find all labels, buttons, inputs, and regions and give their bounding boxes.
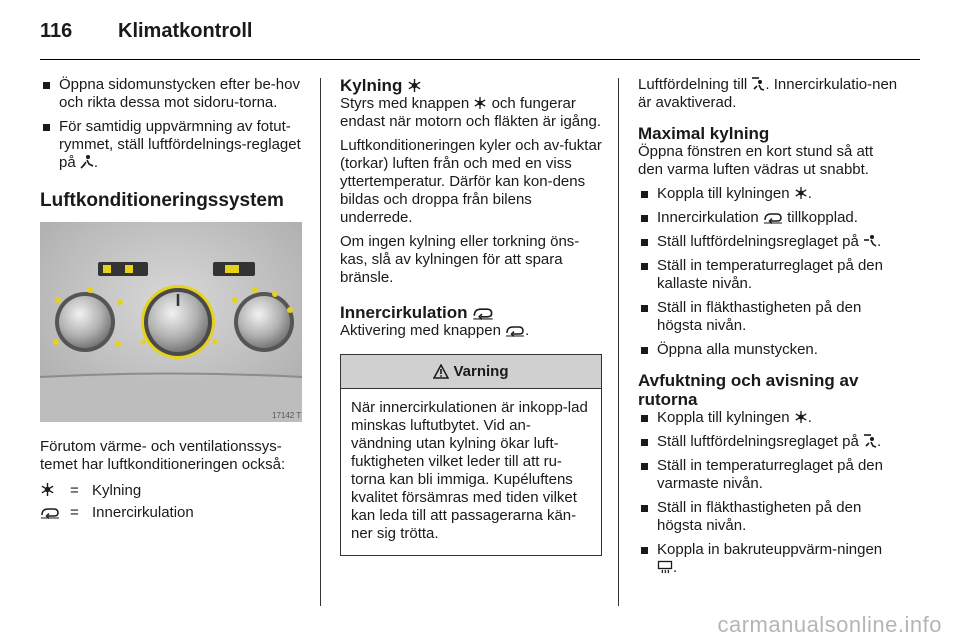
page-number: 116	[40, 20, 73, 42]
windscreen-airflow-icon	[751, 76, 765, 91]
column-right	[638, 76, 900, 583]
column-divider	[618, 78, 619, 606]
list-item: Ställ in temperaturreglaget på den varmaste nivån.	[638, 457, 900, 493]
list-item: Ställ in fläkthastigheten på den högsta nivån.	[638, 299, 900, 335]
paragraph: Luftkonditioneringen kyler och av-fuktar (torkar) luften från och med en viss yttertemperatur. Därför kan kon-dens bildas och droppa från bilens underrede.	[340, 137, 602, 226]
snowflake-icon	[794, 186, 808, 200]
snowflake-icon	[473, 96, 487, 110]
watermark: carmanualsonline.info	[717, 612, 942, 637]
warning-triangle-icon	[433, 364, 449, 379]
list-item: Ställ in fläkthastigheten på den högsta nivån.	[638, 499, 900, 535]
defog-heading: Avfuktning och avisning av rutorna	[638, 371, 859, 409]
legend-equals: =	[70, 504, 79, 521]
column-middle	[340, 76, 602, 556]
page-title: Klimatkontroll	[118, 20, 253, 42]
legend-row	[40, 504, 302, 522]
list-item: Ställ luftfördelningsreglaget på .	[638, 233, 900, 251]
page-header	[40, 18, 920, 60]
list-item: Koppla till kylningen .	[638, 409, 900, 427]
warning-box	[340, 354, 602, 556]
cooling-heading: Kylning	[340, 76, 602, 95]
recirculation-icon	[40, 506, 60, 519]
legend-label: Innercirkulation	[92, 504, 194, 521]
recirculation-icon	[472, 306, 494, 320]
max-cooling-heading: Maximal kylning	[638, 124, 770, 143]
snowflake-icon	[794, 410, 808, 424]
legend-label: Kylning	[92, 482, 142, 499]
list-item: Öppna sidomunstycken efter be-hov och rikta dessa mot sidoru-torna.	[40, 76, 302, 112]
climate-control-panel-photo	[40, 222, 302, 422]
photo-label: 17142 T	[272, 411, 302, 420]
rear-window-heater-icon	[657, 560, 673, 574]
paragraph: Om ingen kylning eller torkning öns-kas, slå av kylningen för att spara bränsle.	[340, 233, 580, 286]
footwell-airflow-icon	[80, 154, 94, 169]
column-left	[40, 76, 302, 522]
paragraph: Aktivering med knappen .	[340, 322, 530, 339]
warning-title: Varning	[453, 362, 509, 380]
list-item: Ställ luftfördelningsreglaget på .	[638, 433, 900, 451]
list-item: Koppla till kylningen .	[638, 185, 900, 203]
list-item: För samtidig uppvärmning av fotut-rymmet, ställ luftfördelnings-reglaget på .	[40, 118, 302, 172]
section-heading: Luftkonditioneringssystem	[40, 190, 284, 211]
recirculation-icon	[505, 324, 525, 337]
paragraph: Öppna fönstren en kort stund så att den varma luften vädras ut snabbt.	[638, 143, 874, 178]
legend-equals: =	[70, 482, 79, 499]
windscreen-airflow-icon	[863, 433, 877, 448]
face-airflow-icon	[863, 234, 877, 248]
list-item: Ställ in temperaturreglaget på den kallaste nivån.	[638, 257, 900, 293]
paragraph: Styrs med knappen och fungerar endast när motorn och fläkten är igång.	[340, 95, 601, 130]
warning-header	[341, 355, 601, 389]
column-divider	[320, 78, 321, 606]
legend-row	[40, 482, 302, 500]
caption: Förutom värme- och ventilationssys-temet har luftkonditioneringen också:	[40, 438, 286, 473]
recirculation-heading: Innercirkulation	[340, 303, 602, 322]
snowflake-icon	[40, 482, 55, 497]
list-item: Öppna alla munstycken.	[638, 341, 900, 359]
recirculation-icon	[763, 211, 783, 224]
list-item: Koppla in bakruteuppvärm-ningen .	[638, 541, 900, 577]
snowflake-icon	[407, 78, 422, 93]
list-item: Innercirkulation tillkopplad.	[638, 209, 900, 227]
warning-text: När innercirkulationen är inkopp-lad minskas luftutbytet. Vid an-vändning utan kylning ökar luft-fuktigheten vilket leder till att ru-torna kan bli immiga. Kupéluftens kvalitet försämras med tiden vilket kan leda till att passagerarna kän-ner sig trötta.	[351, 399, 588, 542]
paragraph: Luftfördelning till . Innercirkulatio-nen är avaktiverad.	[638, 76, 898, 111]
